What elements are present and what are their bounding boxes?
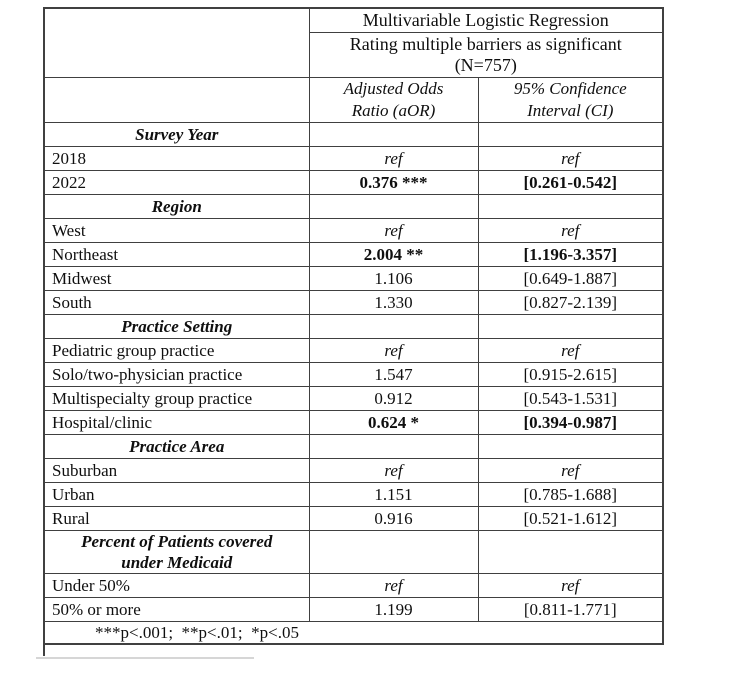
ci-value: ref xyxy=(478,218,663,242)
aor-value: ref xyxy=(309,458,478,482)
aor-value: 0.916 xyxy=(309,506,478,530)
section-header-row-medicaid xyxy=(44,530,663,573)
aor-value: 1.330 xyxy=(309,290,478,314)
ci-value: [0.394-0.987] xyxy=(478,410,663,434)
row-label: Solo/two-physician practice xyxy=(44,362,309,386)
table-title: Multivariable Logistic Regression xyxy=(309,8,663,32)
section-header-row-survey-year xyxy=(44,122,663,146)
scan-artifact-line xyxy=(36,657,254,659)
empty-cell xyxy=(478,530,663,573)
table-row xyxy=(44,597,663,621)
section-header-row-practice-area xyxy=(44,434,663,458)
empty-cell xyxy=(478,194,663,218)
row-label: Multispecialty group practice xyxy=(44,386,309,410)
table-row xyxy=(44,458,663,482)
col-header-aor xyxy=(309,77,478,122)
col-header-ci-line1: 95% Confidence xyxy=(513,78,627,98)
aor-value: 0.912 xyxy=(309,386,478,410)
row-label: Midwest xyxy=(44,266,309,290)
col-header-aor-line1: Adjusted Odds xyxy=(343,78,444,98)
table-row xyxy=(44,266,663,290)
aor-value: ref xyxy=(309,573,478,597)
ci-value: [0.827-2.139] xyxy=(478,290,663,314)
aor-value: ref xyxy=(309,146,478,170)
row-label: West xyxy=(44,218,309,242)
empty-cell xyxy=(309,194,478,218)
regression-table xyxy=(43,7,664,645)
table-row xyxy=(44,170,663,194)
row-label: South xyxy=(44,290,309,314)
section-header-row-practice-setting xyxy=(44,314,663,338)
aor-value: ref xyxy=(309,338,478,362)
section-label: Survey Year xyxy=(44,122,309,146)
ci-value: [0.261-0.542] xyxy=(478,170,663,194)
aor-value: ref xyxy=(309,218,478,242)
row-label: Under 50% xyxy=(44,573,309,597)
aor-value: 1.547 xyxy=(309,362,478,386)
empty-cell xyxy=(309,530,478,573)
ci-value: [0.521-1.612] xyxy=(478,506,663,530)
row-label: Suburban xyxy=(44,458,309,482)
col-header-ci xyxy=(478,77,663,122)
header-empty-cell xyxy=(44,77,309,122)
ci-value: ref xyxy=(478,338,663,362)
col-header-aor-line2: Ratio (aOR) xyxy=(351,100,436,120)
empty-cell xyxy=(478,314,663,338)
table-subtitle xyxy=(309,32,663,77)
col-header-ci-line2: Interval (CI) xyxy=(527,100,614,120)
table-row xyxy=(44,242,663,266)
ci-value: ref xyxy=(478,458,663,482)
ci-value: [0.649-1.887] xyxy=(478,266,663,290)
footnote-row xyxy=(44,621,663,644)
empty-cell xyxy=(309,434,478,458)
table-row xyxy=(44,386,663,410)
empty-cell xyxy=(309,314,478,338)
table-row xyxy=(44,410,663,434)
aor-value: 2.004 ** xyxy=(309,242,478,266)
aor-value: 0.624 * xyxy=(309,410,478,434)
row-label: 50% or more xyxy=(44,597,309,621)
section-label-line2: under Medicaid xyxy=(121,552,233,572)
row-label: Rural xyxy=(44,506,309,530)
section-label: Practice Setting xyxy=(44,314,309,338)
table-row xyxy=(44,338,663,362)
empty-cell xyxy=(478,122,663,146)
ci-value: [0.785-1.688] xyxy=(478,482,663,506)
border-artifact-tick xyxy=(43,645,45,656)
header-row-columns xyxy=(44,77,663,122)
section-label: Region xyxy=(44,194,309,218)
section-header-row-region xyxy=(44,194,663,218)
table-row xyxy=(44,482,663,506)
table-row xyxy=(44,506,663,530)
aor-value: 1.106 xyxy=(309,266,478,290)
header-corner-cell xyxy=(44,8,309,77)
subtitle-line2: (N=757) xyxy=(454,54,517,75)
row-label: Urban xyxy=(44,482,309,506)
table-row xyxy=(44,146,663,170)
ci-value: ref xyxy=(478,146,663,170)
empty-cell xyxy=(478,434,663,458)
table-row xyxy=(44,290,663,314)
section-label-line1: Percent of Patients covered xyxy=(81,531,273,551)
row-label: Pediatric group practice xyxy=(44,338,309,362)
table-row xyxy=(44,218,663,242)
ci-value: [0.543-1.531] xyxy=(478,386,663,410)
ci-value: [1.196-3.357] xyxy=(478,242,663,266)
empty-cell xyxy=(309,122,478,146)
row-label: 2018 xyxy=(44,146,309,170)
section-label xyxy=(44,530,309,573)
ci-value: [0.915-2.615] xyxy=(478,362,663,386)
section-label: Practice Area xyxy=(44,434,309,458)
table-row xyxy=(44,573,663,597)
aor-value: 1.151 xyxy=(309,482,478,506)
ci-value: ref xyxy=(478,573,663,597)
aor-value: 1.199 xyxy=(309,597,478,621)
table-row xyxy=(44,362,663,386)
row-label: Northeast xyxy=(44,242,309,266)
row-label: 2022 xyxy=(44,170,309,194)
row-label: Hospital/clinic xyxy=(44,410,309,434)
subtitle-line1: Rating multiple barriers as significant xyxy=(349,33,622,54)
significance-footnote: ***p<.001; **p<.01; *p<.05 xyxy=(44,621,663,644)
ci-value: [0.811-1.771] xyxy=(478,597,663,621)
aor-value: 0.376 *** xyxy=(309,170,478,194)
header-row-title xyxy=(44,8,663,32)
